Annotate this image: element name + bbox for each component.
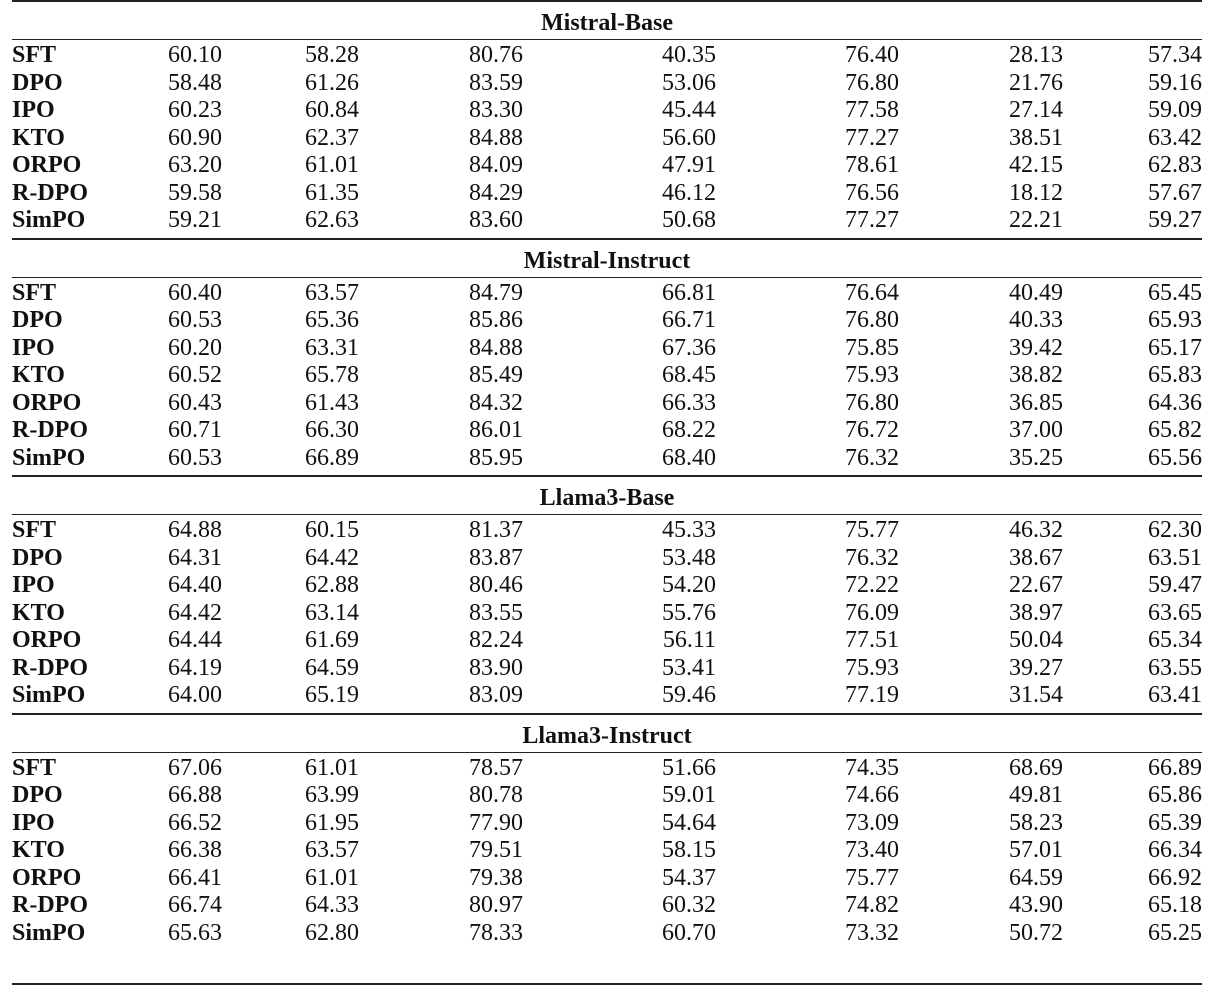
table-row: [12, 207, 1202, 235]
score-cell: 38.67: [1009, 544, 1063, 571]
score-cell: 63.57: [305, 279, 359, 306]
score-cell: 63.65: [1148, 599, 1202, 626]
score-cell: 59.46: [662, 682, 716, 708]
results-table: [12, 0, 1202, 950]
score-cell: 73.09: [845, 809, 899, 836]
score-cell: 63.31: [305, 334, 359, 361]
table-row: [12, 280, 1202, 308]
score-cell: 59.47: [1148, 572, 1202, 598]
score-cell: 59.16: [1148, 69, 1202, 96]
score-cell: 21.76: [1009, 69, 1063, 96]
score-cell: 76.32: [845, 544, 899, 571]
score-cell: 64.42: [168, 599, 222, 626]
score-cell: 53.06: [662, 69, 716, 96]
score-cell: 83.59: [469, 69, 523, 96]
score-cell: 62.37: [305, 124, 359, 151]
score-cell: 66.74: [168, 892, 222, 918]
table-row: [12, 572, 1202, 600]
score-cell: 31.54: [1009, 682, 1063, 708]
score-cell: 75.77: [845, 864, 899, 891]
method-label: SimPO: [12, 682, 86, 708]
score-cell: 46.12: [662, 179, 716, 206]
method-label: SimPO: [12, 207, 86, 233]
table-row: [12, 180, 1202, 208]
score-cell: 57.01: [1009, 837, 1063, 863]
score-cell: 80.97: [469, 892, 523, 918]
score-cell: 63.20: [168, 152, 222, 178]
section-mistral-base: [12, 0, 1202, 238]
score-cell: 66.52: [168, 809, 222, 836]
section-title: Llama3-Base: [12, 475, 1202, 515]
score-cell: 76.80: [845, 307, 899, 333]
score-cell: 64.42: [305, 544, 359, 571]
score-cell: 84.88: [469, 334, 523, 361]
score-cell: 64.33: [305, 892, 359, 918]
score-cell: 82.24: [469, 627, 523, 653]
score-cell: 45.33: [662, 517, 716, 543]
score-cell: 60.43: [168, 389, 222, 416]
method-label: SFT: [12, 517, 57, 543]
score-cell: 63.57: [305, 837, 359, 863]
score-cell: 28.13: [1009, 42, 1063, 68]
score-cell: 77.27: [845, 207, 899, 233]
table-row: [12, 42, 1202, 70]
score-cell: 84.88: [469, 124, 523, 151]
score-cell: 61.69: [305, 627, 359, 653]
score-cell: 18.12: [1009, 179, 1063, 206]
score-cell: 64.36: [1148, 389, 1202, 416]
section-rows: [12, 515, 1202, 713]
score-cell: 35.25: [1009, 444, 1063, 471]
score-cell: 62.88: [305, 572, 359, 598]
score-cell: 39.27: [1009, 654, 1063, 681]
score-cell: 61.35: [305, 179, 359, 206]
method-label: R-DPO: [12, 179, 88, 206]
method-label: SFT: [12, 754, 57, 781]
score-cell: 66.38: [168, 837, 222, 863]
table-row: [12, 97, 1202, 125]
score-cell: 60.90: [168, 124, 222, 151]
score-cell: 68.69: [1009, 754, 1063, 781]
score-cell: 59.21: [168, 207, 222, 233]
method-label: SimPO: [12, 444, 86, 471]
score-cell: 65.34: [1148, 627, 1202, 653]
score-cell: 86.01: [469, 417, 523, 443]
table-row: [12, 517, 1202, 545]
score-cell: 74.82: [845, 892, 899, 918]
score-cell: 79.51: [469, 837, 523, 863]
score-cell: 66.88: [168, 782, 222, 808]
score-cell: 67.06: [168, 754, 222, 781]
section-llama3-instruct: [12, 713, 1202, 951]
score-cell: 63.99: [305, 782, 359, 808]
score-cell: 77.19: [845, 682, 899, 708]
method-label: IPO: [12, 809, 55, 836]
score-cell: 37.00: [1009, 417, 1063, 443]
score-cell: 46.32: [1009, 517, 1063, 543]
method-label: KTO: [12, 362, 65, 388]
method-label: SFT: [12, 279, 57, 306]
score-cell: 76.64: [845, 279, 899, 306]
score-cell: 79.38: [469, 864, 523, 891]
score-cell: 76.40: [845, 42, 899, 68]
method-label: ORPO: [12, 627, 82, 653]
score-cell: 54.64: [662, 809, 716, 836]
score-cell: 74.35: [845, 754, 899, 781]
score-cell: 63.55: [1148, 654, 1202, 681]
table-row: [12, 307, 1202, 335]
score-cell: 76.80: [845, 69, 899, 96]
score-cell: 60.32: [662, 892, 716, 918]
method-label: DPO: [12, 307, 63, 333]
score-cell: 83.30: [469, 97, 523, 123]
table-row: [12, 70, 1202, 98]
section-rows: [12, 40, 1202, 238]
method-label: SimPO: [12, 919, 86, 946]
score-cell: 62.80: [305, 919, 359, 946]
method-label: IPO: [12, 572, 55, 598]
method-label: KTO: [12, 837, 65, 863]
score-cell: 65.78: [305, 362, 359, 388]
score-cell: 61.01: [305, 864, 359, 891]
score-cell: 65.83: [1148, 362, 1202, 388]
score-cell: 57.34: [1148, 42, 1202, 68]
score-cell: 83.55: [469, 599, 523, 626]
score-cell: 80.76: [469, 42, 523, 68]
score-cell: 74.66: [845, 782, 899, 808]
section-title: Mistral-Base: [12, 0, 1202, 40]
score-cell: 78.57: [469, 754, 523, 781]
score-cell: 80.78: [469, 782, 523, 808]
score-cell: 60.70: [662, 919, 716, 946]
score-cell: 65.45: [1148, 279, 1202, 306]
score-cell: 22.67: [1009, 572, 1063, 598]
method-label: KTO: [12, 599, 65, 626]
method-label: R-DPO: [12, 892, 88, 918]
score-cell: 72.22: [845, 572, 899, 598]
score-cell: 66.33: [662, 389, 716, 416]
section-title: Llama3-Instruct: [12, 713, 1202, 753]
score-cell: 83.87: [469, 544, 523, 571]
score-cell: 64.44: [168, 627, 222, 653]
score-cell: 73.32: [845, 919, 899, 946]
score-cell: 76.56: [845, 179, 899, 206]
score-cell: 56.60: [662, 124, 716, 151]
score-cell: 64.19: [168, 654, 222, 681]
score-cell: 84.32: [469, 389, 523, 416]
score-cell: 64.59: [1009, 864, 1063, 891]
score-cell: 66.92: [1148, 864, 1202, 891]
score-cell: 60.10: [168, 42, 222, 68]
method-label: IPO: [12, 97, 55, 123]
score-cell: 65.36: [305, 307, 359, 333]
score-cell: 43.90: [1009, 892, 1063, 918]
score-cell: 66.81: [662, 279, 716, 306]
section-rows: [12, 753, 1202, 951]
score-cell: 65.82: [1148, 417, 1202, 443]
score-cell: 58.48: [168, 69, 222, 96]
score-cell: 65.86: [1148, 782, 1202, 808]
score-cell: 75.93: [845, 362, 899, 388]
table-row: [12, 152, 1202, 180]
score-cell: 75.85: [845, 334, 899, 361]
table-row: [12, 545, 1202, 573]
score-cell: 77.90: [469, 809, 523, 836]
score-cell: 66.89: [1148, 754, 1202, 781]
score-cell: 84.09: [469, 152, 523, 178]
score-cell: 65.19: [305, 682, 359, 708]
score-cell: 66.41: [168, 864, 222, 891]
table-row: [12, 445, 1202, 473]
score-cell: 51.66: [662, 754, 716, 781]
score-cell: 64.59: [305, 654, 359, 681]
score-cell: 65.93: [1148, 307, 1202, 333]
score-cell: 84.29: [469, 179, 523, 206]
score-cell: 50.72: [1009, 919, 1063, 946]
method-label: IPO: [12, 334, 55, 361]
score-cell: 61.95: [305, 809, 359, 836]
score-cell: 54.20: [662, 572, 716, 598]
score-cell: 62.83: [1148, 152, 1202, 178]
score-cell: 83.90: [469, 654, 523, 681]
score-cell: 66.34: [1148, 837, 1202, 863]
score-cell: 59.27: [1148, 207, 1202, 233]
score-cell: 60.20: [168, 334, 222, 361]
score-cell: 40.49: [1009, 279, 1063, 306]
score-cell: 65.39: [1148, 809, 1202, 836]
table-row: [12, 682, 1202, 710]
score-cell: 73.40: [845, 837, 899, 863]
score-cell: 63.41: [1148, 682, 1202, 708]
table-bottom-rule: [12, 983, 1202, 985]
score-cell: 65.17: [1148, 334, 1202, 361]
score-cell: 55.76: [662, 599, 716, 626]
score-cell: 60.53: [168, 307, 222, 333]
score-cell: 60.52: [168, 362, 222, 388]
score-cell: 61.26: [305, 69, 359, 96]
score-cell: 49.81: [1009, 782, 1063, 808]
score-cell: 76.32: [845, 444, 899, 471]
method-label: R-DPO: [12, 417, 88, 443]
table-row: [12, 655, 1202, 683]
method-label: ORPO: [12, 864, 82, 891]
score-cell: 68.40: [662, 444, 716, 471]
table-row: [12, 600, 1202, 628]
table-row: [12, 335, 1202, 363]
score-cell: 56.11: [662, 627, 716, 653]
score-cell: 58.15: [662, 837, 716, 863]
score-cell: 60.23: [168, 97, 222, 123]
score-cell: 85.86: [469, 307, 523, 333]
method-label: DPO: [12, 544, 63, 571]
score-cell: 60.53: [168, 444, 222, 471]
score-cell: 64.31: [168, 544, 222, 571]
score-cell: 83.60: [469, 207, 523, 233]
score-cell: 62.63: [305, 207, 359, 233]
score-cell: 76.72: [845, 417, 899, 443]
table-row: [12, 782, 1202, 810]
score-cell: 62.30: [1148, 517, 1202, 543]
score-cell: 77.27: [845, 124, 899, 151]
score-cell: 64.40: [168, 572, 222, 598]
score-cell: 66.30: [305, 417, 359, 443]
table-row: [12, 892, 1202, 920]
score-cell: 27.14: [1009, 97, 1063, 123]
score-cell: 39.42: [1009, 334, 1063, 361]
score-cell: 61.01: [305, 152, 359, 178]
score-cell: 65.18: [1148, 892, 1202, 918]
table-row: [12, 865, 1202, 893]
table-row: [12, 362, 1202, 390]
score-cell: 42.15: [1009, 152, 1063, 178]
method-label: KTO: [12, 124, 65, 151]
score-cell: 57.67: [1148, 179, 1202, 206]
score-cell: 76.09: [845, 599, 899, 626]
method-label: ORPO: [12, 389, 82, 416]
score-cell: 78.61: [845, 152, 899, 178]
score-cell: 59.09: [1148, 97, 1202, 123]
table-row: [12, 627, 1202, 655]
table-row: [12, 810, 1202, 838]
score-cell: 77.58: [845, 97, 899, 123]
score-cell: 53.41: [662, 654, 716, 681]
score-cell: 60.84: [305, 97, 359, 123]
method-label: DPO: [12, 69, 63, 96]
score-cell: 65.63: [168, 919, 222, 946]
score-cell: 50.04: [1009, 627, 1063, 653]
method-label: SFT: [12, 42, 57, 68]
score-cell: 63.42: [1148, 124, 1202, 151]
score-cell: 36.85: [1009, 389, 1063, 416]
table-row: [12, 417, 1202, 445]
score-cell: 54.37: [662, 864, 716, 891]
score-cell: 59.01: [662, 782, 716, 808]
score-cell: 47.91: [662, 152, 716, 178]
score-cell: 63.51: [1148, 544, 1202, 571]
method-label: ORPO: [12, 152, 82, 178]
score-cell: 63.14: [305, 599, 359, 626]
score-cell: 64.00: [168, 682, 222, 708]
section-mistral-instruct: [12, 238, 1202, 476]
method-label: R-DPO: [12, 654, 88, 681]
score-cell: 67.36: [662, 334, 716, 361]
score-cell: 22.21: [1009, 207, 1063, 233]
score-cell: 65.56: [1148, 444, 1202, 471]
score-cell: 61.43: [305, 389, 359, 416]
score-cell: 40.33: [1009, 307, 1063, 333]
score-cell: 68.22: [662, 417, 716, 443]
score-cell: 81.37: [469, 517, 523, 543]
score-cell: 65.25: [1148, 919, 1202, 946]
score-cell: 60.71: [168, 417, 222, 443]
score-cell: 38.51: [1009, 124, 1063, 151]
score-cell: 61.01: [305, 754, 359, 781]
score-cell: 75.77: [845, 517, 899, 543]
score-cell: 66.89: [305, 444, 359, 471]
section-title: Mistral-Instruct: [12, 238, 1202, 278]
score-cell: 38.97: [1009, 599, 1063, 626]
method-label: DPO: [12, 782, 63, 808]
score-cell: 58.23: [1009, 809, 1063, 836]
score-cell: 78.33: [469, 919, 523, 946]
score-cell: 75.93: [845, 654, 899, 681]
section-llama3-base: [12, 475, 1202, 713]
score-cell: 60.40: [168, 279, 222, 306]
score-cell: 45.44: [662, 97, 716, 123]
section-rows: [12, 278, 1202, 476]
table-row: [12, 755, 1202, 783]
score-cell: 64.88: [168, 517, 222, 543]
score-cell: 68.45: [662, 362, 716, 388]
score-cell: 85.49: [469, 362, 523, 388]
score-cell: 58.28: [305, 42, 359, 68]
score-cell: 66.71: [662, 307, 716, 333]
score-cell: 76.80: [845, 389, 899, 416]
score-cell: 60.15: [305, 517, 359, 543]
score-cell: 59.58: [168, 179, 222, 206]
score-cell: 77.51: [845, 627, 899, 653]
score-cell: 50.68: [662, 207, 716, 233]
score-cell: 53.48: [662, 544, 716, 571]
table-row: [12, 125, 1202, 153]
table-row: [12, 390, 1202, 418]
score-cell: 85.95: [469, 444, 523, 471]
table-row: [12, 920, 1202, 948]
score-cell: 80.46: [469, 572, 523, 598]
score-cell: 38.82: [1009, 362, 1063, 388]
score-cell: 40.35: [662, 42, 716, 68]
score-cell: 83.09: [469, 682, 523, 708]
table-row: [12, 837, 1202, 865]
score-cell: 84.79: [469, 279, 523, 306]
